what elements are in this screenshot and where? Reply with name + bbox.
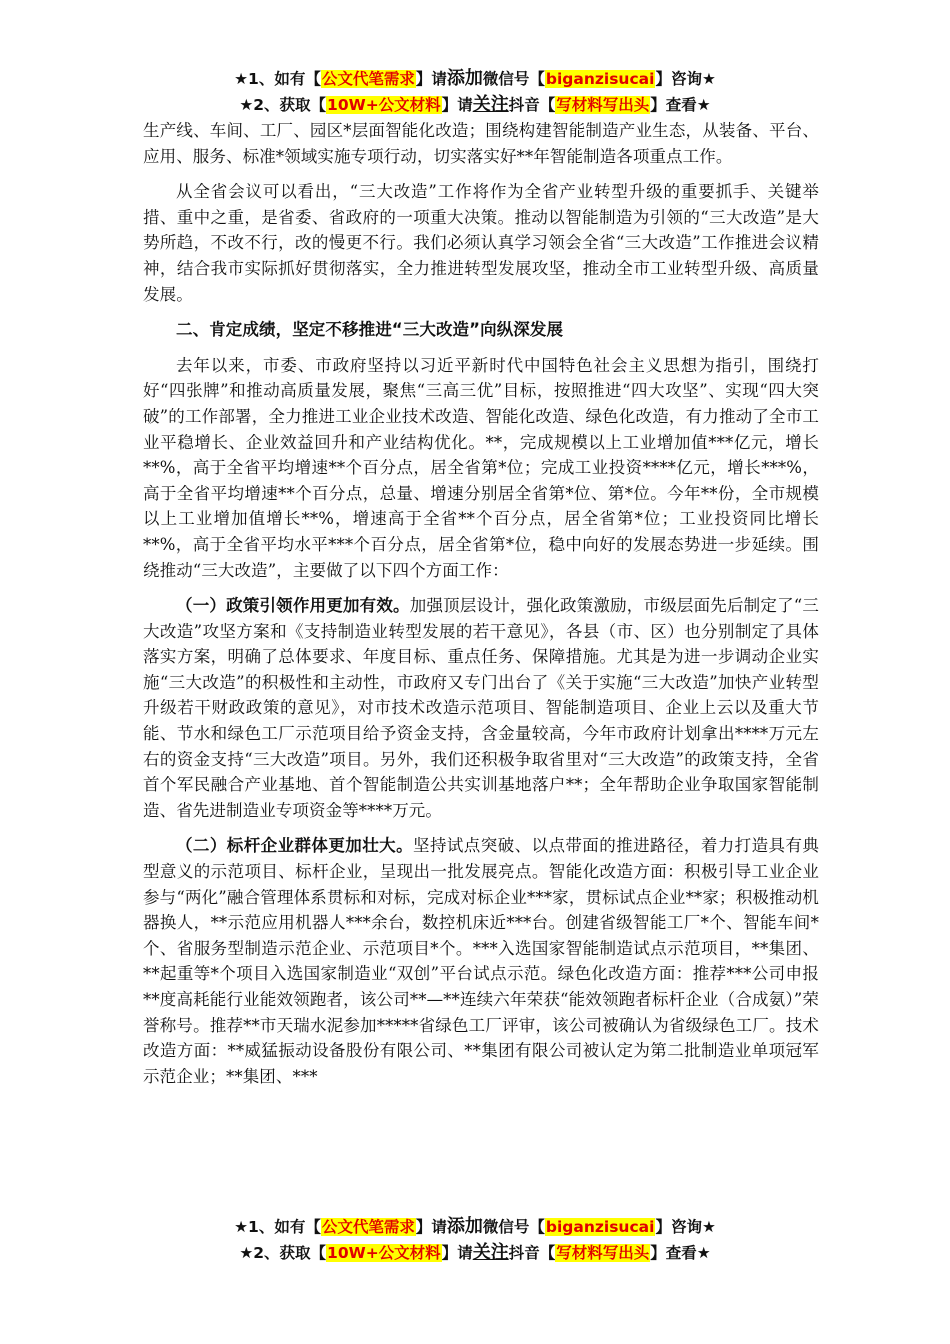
promo-emphasis: 关注 [472, 1242, 509, 1263]
promo-text: 】咨询★ [655, 70, 716, 88]
subsection-lead: （一）政策引领作用更加有效。 [176, 596, 410, 616]
paragraph: 去年以来，市委、市政府坚持以习近平新时代中国特色社会主义思想为指引，围绕打好“四张牌”和推动高质量发展，聚焦“三高三优”目标，按照推进“四大攻坚”、实现“四大突破”的工作部署，全力推进工业企业技术改造、智能化改造、绿色化改造，有力推动了全市工业平稳增长、企业效益回升和产业结构优化。**，完成规模以上工业增加值***亿元，增长**%，高于全省平均增速**个百分点，居全省第*位；完成工业投资****亿元，增长***%，高于全省平均增速**个百分点，总量、增速分别居全省第*位、第*位。今年**份，全市规模以上工业增加值增长**%，增速高于全省**个百分点，居全省第*位；工业投资同比增长**%，高于全省平均水平***个百分点，居全省第*位，稳中向好的发展态势进一步延续。围绕推动“三大改造”，主要做了以下四个方面工作： [143, 355, 819, 580]
promo-highlight: biganzisucai [545, 70, 655, 88]
paragraph-text: 加强顶层设计，强化政策激励，市级层面先后制定了“三大改造”攻坚方案和《支持制造业转型发展的若干意见》，各县（市、区）也分别制定了具体落实方案，明确了总体要求、年度目标、重点任务、保障措施。尤其是为进一步调动企业实施“三大改造”的积极性和主动性，市政府又专门出台了《关于实施“三大改造”加快产业转型升级若干财政政策的意见》，对市技术改造示范项目、智能制造项目、企业上云以及重大节能、节水和绿色工厂示范项目给予资金支持，含金量较高，今年市政府计划拿出****万元左右的资金支持“三大改造”项目。另外，我们还积极争取省里对“三大改造”的政策支持，全省首个军民融合产业基地、首个智能制造公共实训基地落户**；全年帮助企业争取国家智能制造、省先进制造业专项资金等****万元。 [143, 596, 819, 820]
promo-text: 】请 [441, 96, 473, 114]
promo-highlight: biganzisucai [545, 1218, 655, 1236]
promo-banner-bottom [0, 1214, 950, 1266]
promo-line-2 [0, 1240, 950, 1266]
promo-text: ★1、如有【 [234, 70, 321, 88]
paragraph-text: 坚持试点突破、以点带面的推进路径，着力打造具有典型意义的示范项目、标杆企业，呈现出一批发展亮点。智能化改造方面：积极引导工业企业参与“两化”融合管理体系贯标和对标，完成对标企业***家，贯标试点企业**家；积极推动机器换人，**示范应用机器人***余台，数控机床近***台。创建省级智能工厂*个、智能车间*个、省服务型制造示范企业、示范项目*个。***入选国家智能制造试点示范项目，**集团、**起重等*个项目入选国家制造业“双创”平台试点示范。绿色化改造方面：推荐***公司申报**度高耗能行业能效领跑者，该公司**—**连续六年荣获“能效领跑者标杆企业（合成氨）”荣誉称号。推荐**市天瑞水泥参加*****省绿色工厂评审，该公司被确认为省级绿色工厂。技术改造方面：**威猛振动设备股份有限公司、**集团有限公司被认定为第二批制造业单项冠军示范企业；**集团、*** [143, 836, 819, 1086]
promo-text: 】请 [415, 1218, 447, 1236]
paragraph [143, 833, 819, 1089]
promo-text: 】请 [415, 70, 447, 88]
promo-text: 】查看★ [650, 96, 711, 114]
promo-text: ★2、获取【 [239, 1244, 327, 1262]
paragraph: 从全省会议可以看出，“三大改造”工作将作为全省产业转型升级的重要抓手、关键举措、重中之重，是省委、省政府的一项重大决策。推动以智能制造为引领的“三大改造”是大势所趋，不改不行，改的慢更不行。我们必须认真学习领会全省“三大改造”工作推进会议精神，结合我市实际抓好贯彻落实，全力推进转型发展攻坚，推动全市工业转型升级、高质量发展。 [143, 182, 819, 304]
promo-highlight: 10W+公文材料 [327, 1244, 441, 1262]
promo-text: ★1、如有【 [234, 1218, 321, 1236]
promo-highlight: 写材料写出头 [556, 96, 650, 114]
promo-text: 微信号【 [482, 70, 545, 88]
promo-highlight: 公文代笔需求 [321, 1218, 415, 1236]
promo-text: 抖音【 [508, 96, 556, 114]
promo-text: 抖音【 [508, 1244, 556, 1262]
subsection-lead: （二）标杆企业群体更加壮大。 [176, 836, 414, 856]
promo-line-2 [0, 92, 950, 118]
promo-text: 】咨询★ [655, 1218, 716, 1236]
promo-emphasis: 添加 [446, 1216, 483, 1237]
promo-text: 】查看★ [650, 1244, 711, 1262]
promo-emphasis: 关注 [472, 94, 509, 115]
promo-emphasis: 添加 [446, 68, 483, 89]
promo-banner-top [0, 66, 950, 118]
promo-line-1 [0, 66, 950, 92]
section-heading: 二、肯定成绩，坚定不移推进“三大改造”向纵深发展 [176, 320, 564, 340]
promo-text: ★2、获取【 [239, 96, 327, 114]
promo-text: 微信号【 [482, 1218, 545, 1236]
paragraph [143, 593, 819, 823]
promo-text: 】请 [441, 1244, 473, 1262]
promo-highlight: 公文代笔需求 [321, 70, 415, 88]
promo-line-1 [0, 1214, 950, 1240]
document-body [143, 118, 819, 1099]
promo-highlight: 10W+公文材料 [327, 96, 441, 114]
paragraph: 生产线、车间、工厂、园区*层面智能化改造；围绕构建智能制造产业生态，从装备、平台、应用、服务、标准*领域实施专项行动，切实落实好**年智能制造各项重点工作。 [143, 121, 819, 166]
promo-highlight: 写材料写出头 [556, 1244, 650, 1262]
